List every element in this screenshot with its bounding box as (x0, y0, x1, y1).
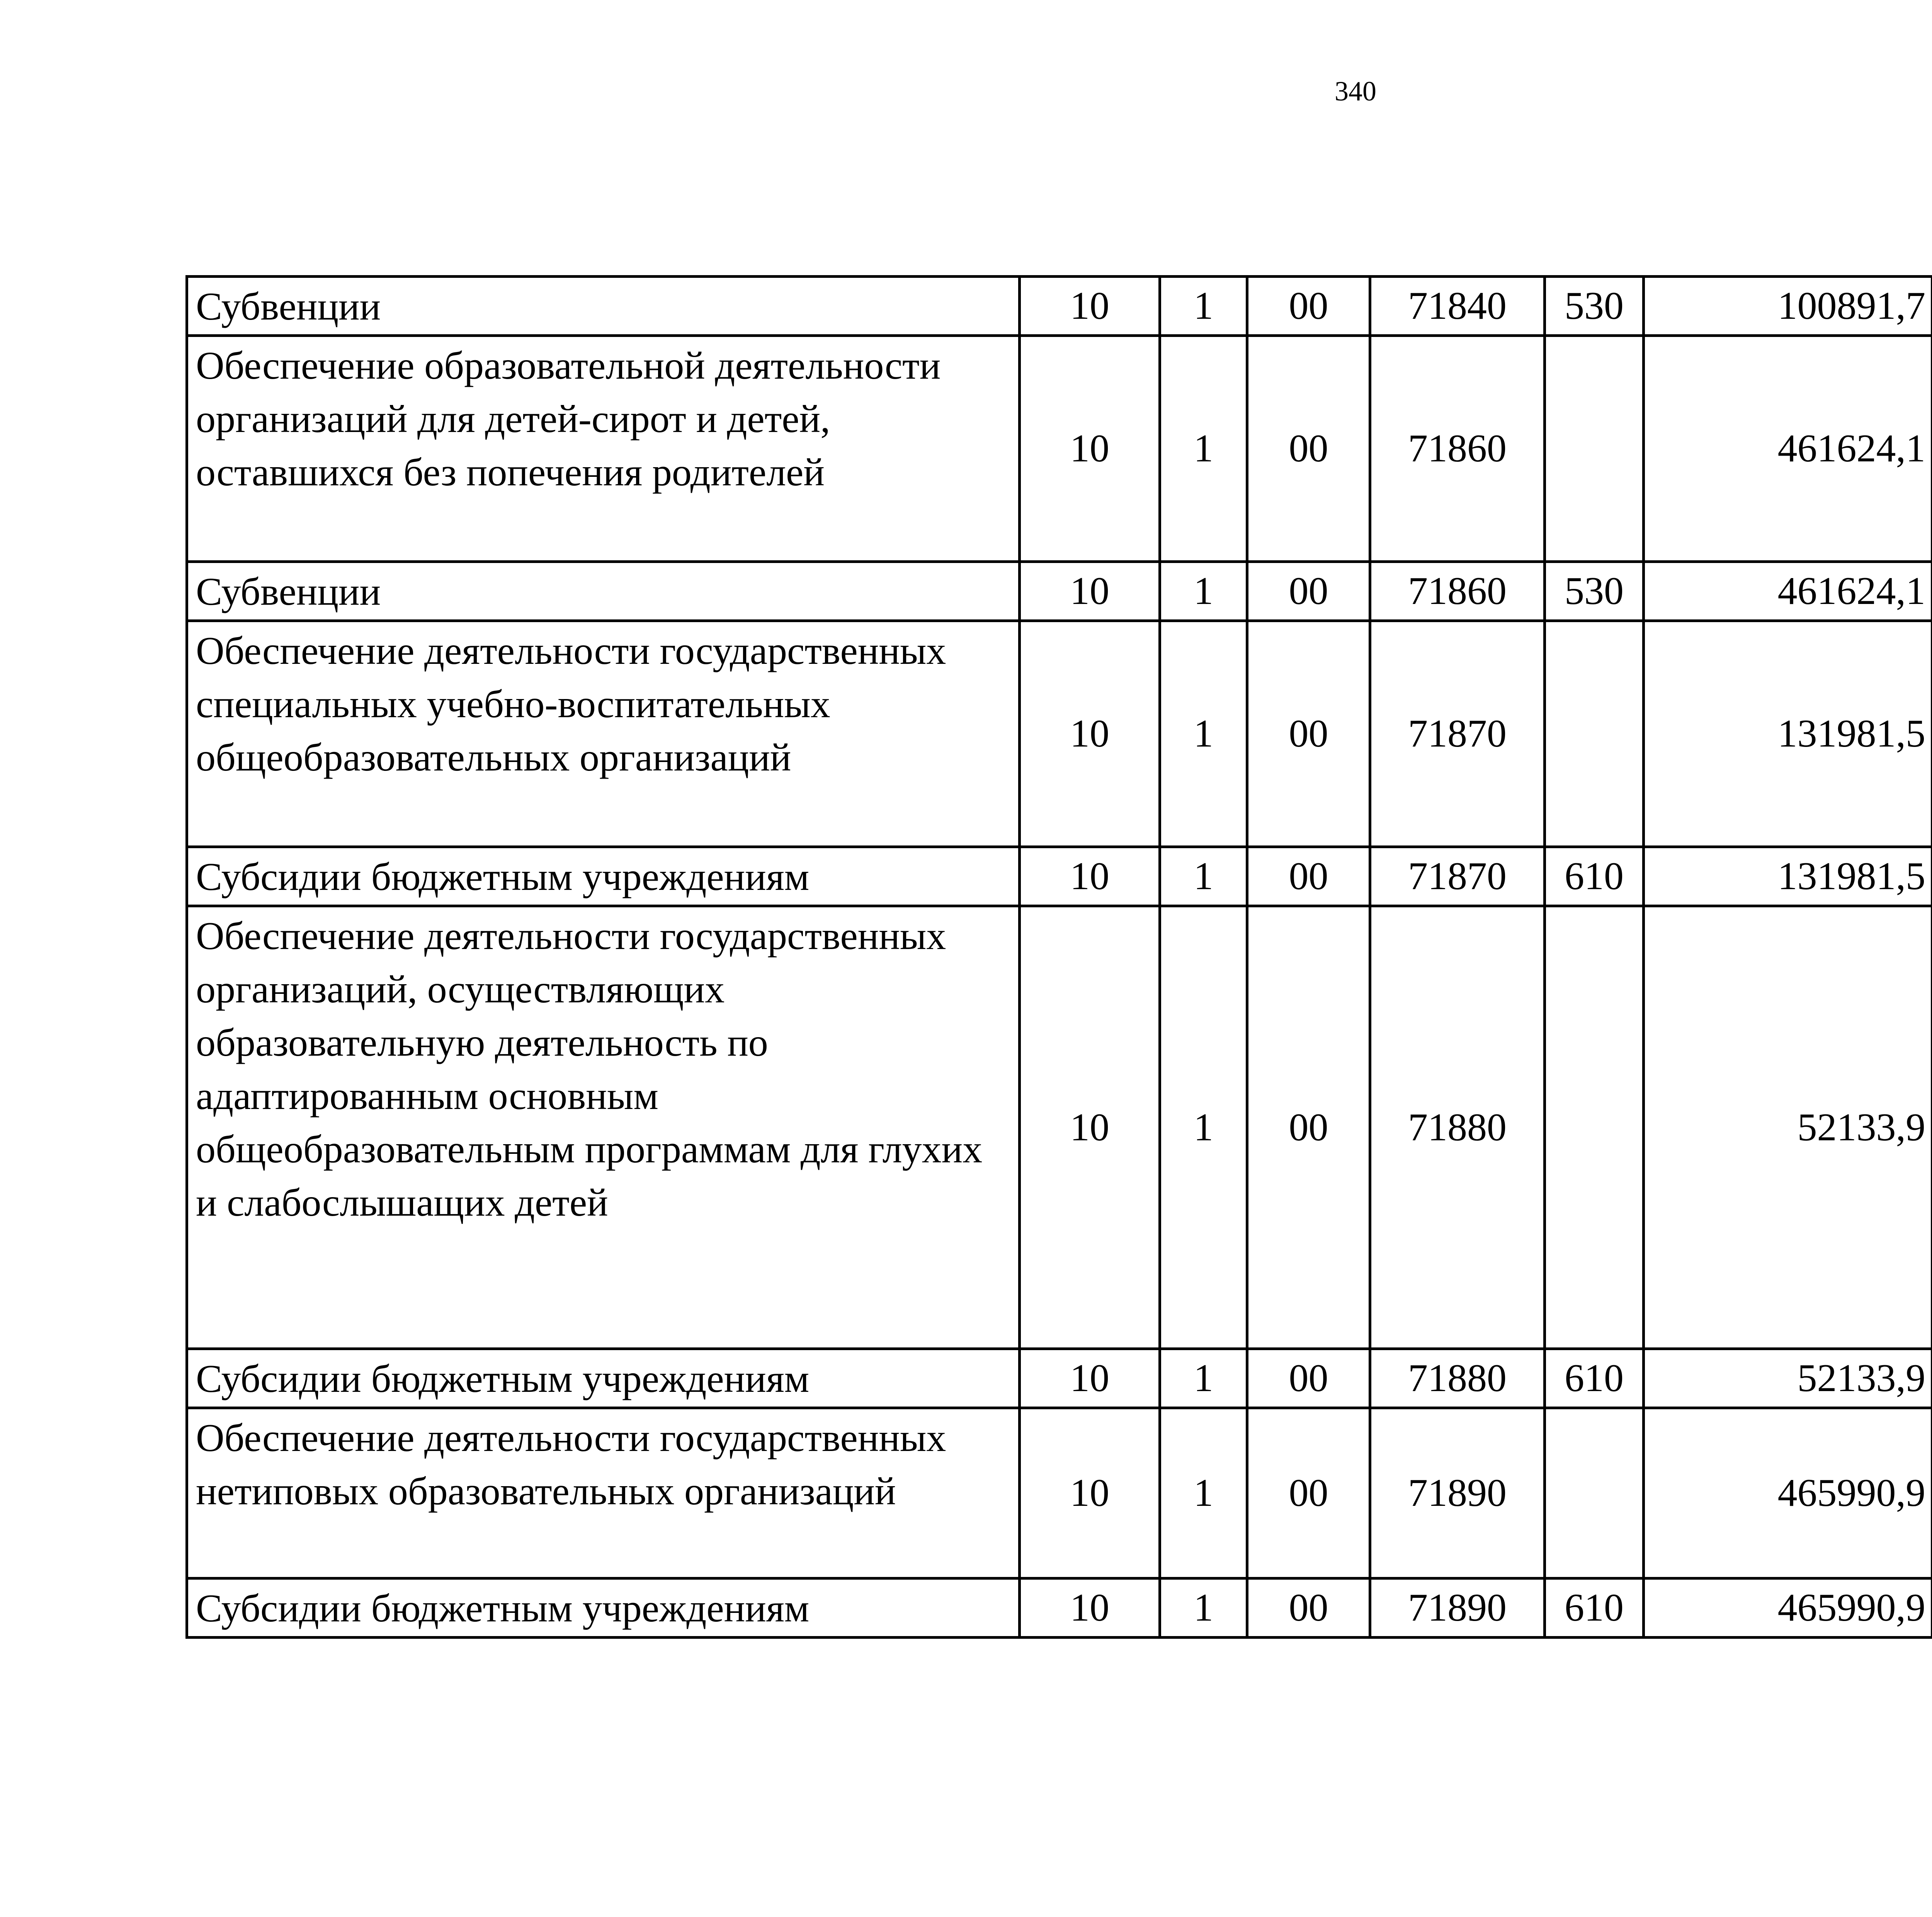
row-name: Обеспечение деятельности государственных организаций, осуществляющих образовательную деятельность по адаптированным основным общеобразовательным программам для глухих и слабослышащих детей (187, 906, 1020, 1349)
row-name: Субвенции (187, 277, 1020, 336)
program-code: 00 (1247, 906, 1370, 1349)
expense-type-code (1545, 1408, 1644, 1579)
table-row (187, 847, 1932, 906)
section-code: 10 (1020, 906, 1160, 1349)
section-code: 10 (1020, 1579, 1160, 1638)
table-row (187, 277, 1932, 336)
amount-1: 461624,1 (1644, 336, 1932, 562)
program-code: 00 (1247, 277, 1370, 336)
subsection-code: 1 (1160, 562, 1247, 621)
table-row (187, 1408, 1932, 1579)
row-name: Обеспечение деятельности государственных нетиповых образовательных организаций (187, 1408, 1020, 1579)
subsection-code: 1 (1160, 906, 1247, 1349)
section-code: 10 (1020, 1408, 1160, 1579)
target-code: 71880 (1370, 1349, 1545, 1408)
subsection-code: 1 (1160, 1349, 1247, 1408)
row-name: Обеспечение образовательной деятельности организаций для детей-сирот и детей, оставшихся без попечения родителей (187, 336, 1020, 562)
table-row (187, 906, 1932, 1349)
table-row (187, 621, 1932, 847)
amount-1: 131981,5 (1644, 621, 1932, 847)
program-code: 00 (1247, 1579, 1370, 1638)
page-number: 340 (1335, 76, 1376, 107)
table-row (187, 1579, 1932, 1638)
row-name: Субсидии бюджетным учреждениям (187, 847, 1020, 906)
expense-type-code: 530 (1545, 562, 1644, 621)
target-code: 71870 (1370, 621, 1545, 847)
table-row (187, 1349, 1932, 1408)
target-code: 71870 (1370, 847, 1545, 906)
amount-1: 52133,9 (1644, 906, 1932, 1349)
section-code: 10 (1020, 562, 1160, 621)
subsection-code: 1 (1160, 847, 1247, 906)
target-code: 71880 (1370, 906, 1545, 1349)
table-row (187, 336, 1932, 562)
amount-1: 131981,5 (1644, 847, 1932, 906)
target-code: 71890 (1370, 1408, 1545, 1579)
amount-1: 461624,1 (1644, 562, 1932, 621)
row-name: Субсидии бюджетным учреждениям (187, 1579, 1020, 1638)
amount-1: 465990,9 (1644, 1408, 1932, 1579)
row-name: Обеспечение деятельности государственных специальных учебно-воспитательных общеобразовательных организаций (187, 621, 1020, 847)
section-code: 10 (1020, 847, 1160, 906)
target-code: 71860 (1370, 336, 1545, 562)
program-code: 00 (1247, 336, 1370, 562)
subsection-code: 1 (1160, 336, 1247, 562)
program-code: 00 (1247, 562, 1370, 621)
expense-type-code: 610 (1545, 847, 1644, 906)
program-code: 00 (1247, 1349, 1370, 1408)
expense-type-code (1545, 906, 1644, 1349)
expense-type-code (1545, 621, 1644, 847)
expense-type-code (1545, 336, 1644, 562)
table-row (187, 562, 1932, 621)
program-code: 00 (1247, 1408, 1370, 1579)
program-code: 00 (1247, 847, 1370, 906)
expense-type-code: 530 (1545, 277, 1644, 336)
target-code: 71860 (1370, 562, 1545, 621)
subsection-code: 1 (1160, 1408, 1247, 1579)
target-code: 71890 (1370, 1579, 1545, 1638)
amount-1: 465990,9 (1644, 1579, 1932, 1638)
row-name: Субвенции (187, 562, 1020, 621)
row-name: Субсидии бюджетным учреждениям (187, 1349, 1020, 1408)
section-code: 10 (1020, 621, 1160, 847)
expense-type-code: 610 (1545, 1579, 1644, 1638)
subsection-code: 1 (1160, 277, 1247, 336)
subsection-code: 1 (1160, 621, 1247, 847)
section-code: 10 (1020, 336, 1160, 562)
amount-1: 52133,9 (1644, 1349, 1932, 1408)
subsection-code: 1 (1160, 1579, 1247, 1638)
section-code: 10 (1020, 1349, 1160, 1408)
program-code: 00 (1247, 621, 1370, 847)
budget-table (185, 275, 1932, 1639)
target-code: 71840 (1370, 277, 1545, 336)
section-code: 10 (1020, 277, 1160, 336)
amount-1: 100891,7 (1644, 277, 1932, 336)
expense-type-code: 610 (1545, 1349, 1644, 1408)
